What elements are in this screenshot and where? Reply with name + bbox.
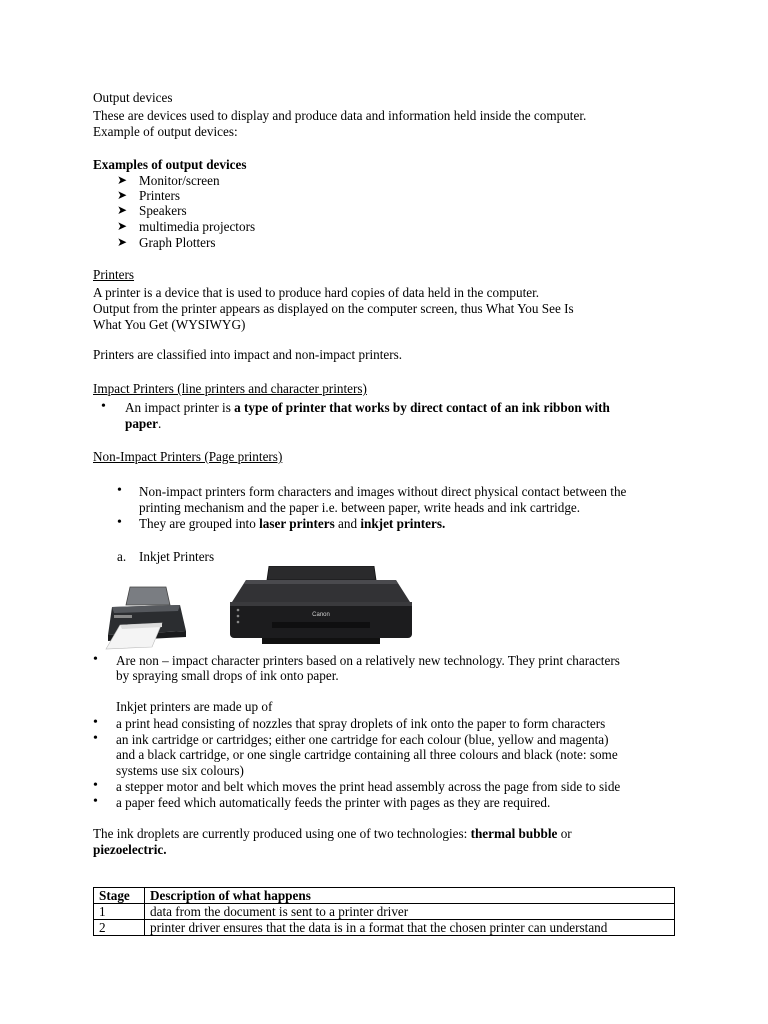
table-header-row [94,888,675,904]
bullet-icon: • [93,715,98,730]
nonimpact-bullet-2-and: and [334,516,361,531]
nonimpact-bullet-2-text: They are grouped into [139,516,260,531]
example-item: Printers [139,188,181,203]
table-cell-stage: 1 [94,904,145,920]
inkjet-printers-title: Inkjet Printers [139,549,215,564]
table-row [94,904,675,920]
droplets-line-1 [93,826,572,842]
inkjet-description-2: by spraying small drops of ink onto paper. [116,668,339,683]
arrow-bullet-icon: ➤ [117,188,128,202]
printers-paragraph-2b: What You Get (WYSIWYG) [93,317,246,332]
printers-paragraph-2a: Output from the printer appears as displayed on the computer screen, thus What You See Is [93,301,574,316]
example-item: multimedia projectors [139,219,256,234]
heading-output-devices: Output devices [93,90,173,105]
canon-printer-image [226,566,416,646]
impact-printers-title: Impact Printers (line printers and character printers) [93,381,367,396]
droplets-or: or [557,826,572,841]
stages-table [93,887,675,936]
bullet-icon: • [93,652,98,667]
impact-bullet-line-1 [125,400,610,416]
piezoelectric-bold: piezoelectric. [93,842,167,857]
part-item: a paper feed which automatically feeds the printer with pages as they are required. [116,795,551,810]
part-item-continued: systems use six colours) [116,763,244,778]
nonimpact-bullet-1b: printing mechanism and the paper i.e. between paper, write heads and ink cartridge. [139,500,581,515]
impact-bullet-bold-2: paper [125,416,158,431]
examples-title: Examples of output devices [93,157,247,172]
table-header-stage: Stage [94,888,145,904]
intro-line-2: Example of output devices: [93,124,238,139]
classified-sentence: Printers are classified into impact and non-impact printers. [93,347,403,362]
printers-title: Printers [93,267,135,282]
nonimpact-bullet-2 [139,516,445,532]
inkjet-made-up-of: Inkjet printers are made up of [116,699,273,714]
impact-bullet-line-2 [125,416,161,432]
inkjet-description-1: Are non – impact character printers based on a relatively new technology. They print characters [116,653,620,668]
bullet-icon: • [93,794,98,809]
impact-bullet-text: An impact printer is [125,400,235,415]
inkjet-printers-bold: inkjet printers. [360,516,446,531]
nonimpact-bullet-1a: Non-impact printers form characters and images without direct physical contact between the [139,484,627,499]
thermal-bubble-bold: thermal bubble [470,826,558,841]
laser-printers-bold: laser printers [259,516,335,531]
droplets-text: The ink droplets are currently produced using one of two technologies: [93,826,471,841]
impact-bullet-bold: a type of printer that works by direct contact of an ink ribbon with [234,400,610,415]
part-item: a print head consisting of nozzles that spray droplets of ink onto the paper to form characters [116,716,606,731]
bullet-icon: • [117,515,122,530]
part-item-continued: and a black cartridge, or one single cartridge containing all three colours and black (note: some [116,747,618,762]
canon-logo-text: Canon [312,612,330,618]
arrow-bullet-icon: ➤ [117,203,128,217]
table-cell-stage: 2 [94,920,145,936]
printers-paragraph-1: A printer is a device that is used to produce hard copies of data held in the computer. [93,285,540,300]
non-impact-printers-title: Non-Impact Printers (Page printers) [93,449,283,464]
table-row [94,920,675,936]
part-item: an ink cartridge or cartridges; either one cartridge for each colour (blue, yellow and magenta) [116,732,609,747]
inkjet-list-letter: a. [117,549,127,564]
example-item: Speakers [139,203,187,218]
table-cell-description: data from the document is sent to a printer driver [145,904,675,920]
bullet-icon: • [93,731,98,746]
example-item: Graph Plotters [139,235,216,250]
small-inkjet-printer-image [100,585,190,651]
part-item: a stepper motor and belt which moves the print head assembly across the page from side to side [116,779,621,794]
intro-line-1: These are devices used to display and produce data and information held inside the computer. [93,108,587,123]
bullet-icon: • [93,778,98,793]
table-header-description: Description of what happens [145,888,675,904]
example-item: Monitor/screen [139,173,220,188]
table-cell-description: printer driver ensures that the data is in a format that the chosen printer can understand [145,920,675,936]
bullet-icon: • [117,483,122,498]
impact-bullet-end: . [157,416,162,431]
arrow-bullet-icon: ➤ [117,235,128,249]
bullet-icon: • [101,399,106,414]
arrow-bullet-icon: ➤ [117,173,128,187]
arrow-bullet-icon: ➤ [117,219,128,233]
